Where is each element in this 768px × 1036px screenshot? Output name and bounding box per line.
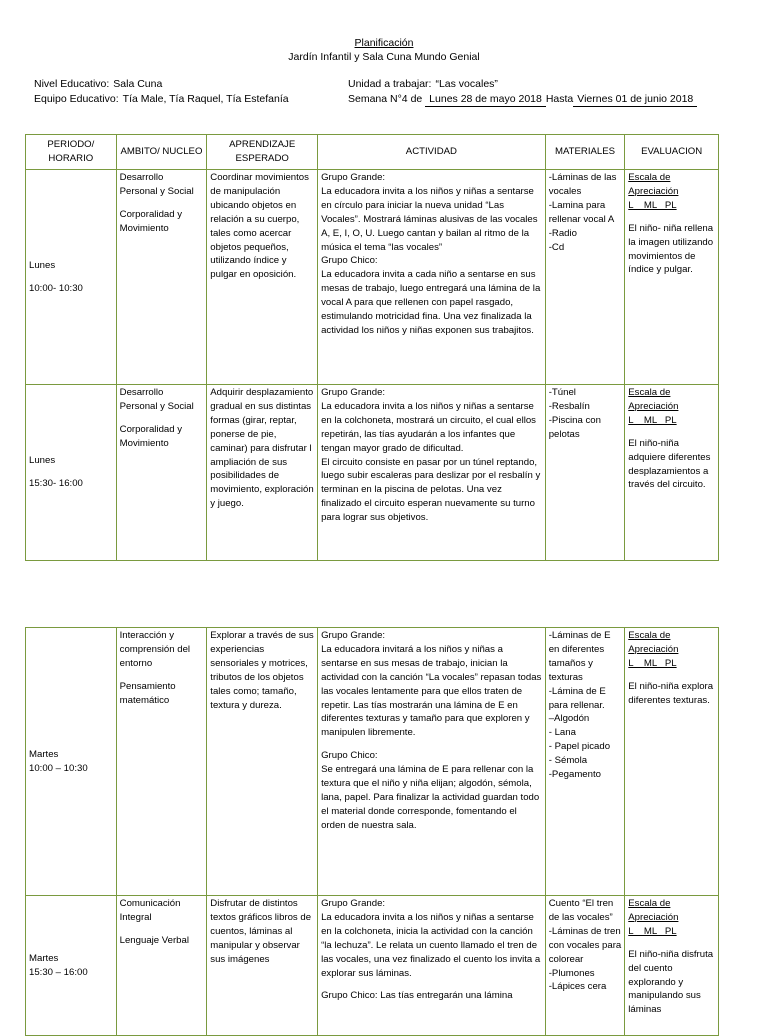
table-row	[26, 896, 719, 1036]
evaluacion-cell	[625, 385, 719, 561]
materiales-cell	[545, 385, 625, 561]
ambito-line: Comunicación Integral	[119, 898, 181, 923]
periodo-time: 15:30 – 16:00	[29, 966, 88, 978]
actividad-paragraph: La educadora invitará a los niños y niñas a sentarse en sus mesas de trabajo, inician la actividad con la canción “La vocales” repasan todas las vocales lentamente para que ellos traten de repetir. Las tías mostrarán una lámina de E en diferentes texturas y tamaño para que exploren y manipulen libremente.	[321, 643, 542, 739]
evaluacion-scale-title: Escala de Apreciación	[628, 898, 679, 923]
hasta-label: Hasta	[545, 92, 574, 105]
evaluacion-text: El niño-niña adquiere diferentes desplazamientos a través del circuito.	[628, 437, 711, 491]
periodo-cell	[26, 628, 117, 896]
aprendizaje-cell	[207, 170, 318, 385]
material-item: -Láminas de tren con vocales para colorear	[548, 925, 622, 965]
actividad-spacer	[321, 740, 542, 749]
nivel-value: Sala Cuna	[113, 78, 163, 90]
semana-from: Lunes 28 de mayo 2018	[425, 92, 546, 108]
document-subtitle: Jardín Infantil y Sala Cuna Mundo Genial	[288, 51, 480, 63]
material-item: -Túnel	[548, 387, 576, 398]
actividad-cell	[318, 385, 546, 561]
actividad-paragraph: La educadora invita a cada niño a sentarse en sus mesas de trabajo, luego entregará una lámina de la vocal A para que rellenen con papel rasgado, estimulando motricidad fina. Una vez finalizada la actividad los niños y niñas exponen sus trabajitos.	[321, 269, 541, 336]
materiales-cell	[545, 628, 625, 896]
meta-right	[348, 77, 697, 107]
evaluacion-scale-title: Escala de Apreciación	[628, 387, 679, 412]
material-item: -Lápices cera	[548, 981, 607, 993]
planning-table-1	[25, 134, 719, 561]
actividad-spacer	[321, 980, 542, 989]
evaluacion-spacer	[628, 213, 715, 222]
actividad-paragraph: Grupo Grande:	[321, 898, 386, 909]
ambito-cell	[116, 628, 207, 896]
actividad-paragraph: Grupo Chico:	[321, 750, 378, 762]
actividad-paragraph: Grupo Chico:	[321, 255, 378, 267]
evaluacion-scale-levels: L ML PL	[628, 414, 677, 426]
aprendizaje-text: Adquirir desplazamiento gradual en sus distintas formas (girar, reptar, ponerse de pie, caminar) para disfrutar l ampliación de sus posibilidades de movimiento, exploración y juego.	[210, 387, 314, 510]
actividad-paragraph: Grupo Grande:	[321, 172, 386, 183]
evaluacion-spacer	[628, 428, 715, 437]
header-aprendizaje: APRENDIZAJE ESPERADO	[207, 135, 318, 170]
aprendizaje-text: Disfrutar de distintos textos gráficos libros de cuentos, láminas al manipular y observar sus imágenes	[210, 898, 312, 965]
materiales-cell	[545, 170, 625, 385]
ambito-cell	[116, 896, 207, 1036]
evaluacion-scale-levels: L ML PL	[628, 657, 677, 669]
evaluacion-scale-title: Escala de Apreciación	[628, 630, 679, 655]
header-evaluacion: EVALUACION	[625, 135, 719, 170]
evaluacion-spacer	[628, 671, 715, 680]
actividad-paragraph: La educadora invita a los niños y niñas a sentarse en la colchoneta, mostrará un circuito, el cual ellos repetirán, las tías ayudarán a los infantes que tengan mayor grado de dificultad.	[321, 400, 536, 454]
ambito-spacer	[120, 199, 204, 208]
table-header-row	[26, 135, 719, 170]
evaluacion-text: El niño-niña explora diferentes texturas.	[628, 680, 714, 706]
aprendizaje-text: Explorar a través de sus experiencias sensoriales y motrices, tributos de los objetos tales como; tamaño, textura y dureza.	[210, 630, 314, 711]
periodo-day: Lunes	[29, 455, 56, 467]
material-item: -Lamina para rellenar vocal A	[548, 199, 615, 225]
periodo-cell	[26, 896, 117, 1036]
actividad-cell	[318, 896, 546, 1036]
ambito-cell	[116, 170, 207, 385]
ambito-line: Interacción y comprensión del entorno	[119, 630, 191, 669]
semana-label: Semana N°4 de	[348, 92, 423, 105]
meta-left	[34, 77, 289, 106]
periodo-day: Martes	[29, 748, 59, 760]
equipo-label: Equipo Educativo:	[34, 92, 119, 105]
material-item: -Piscina con pelotas	[548, 414, 601, 440]
header-ambito: AMBITO/ NUCLEO	[116, 135, 207, 170]
periodo-cell	[26, 385, 117, 561]
material-item: - Sémola	[548, 755, 588, 767]
equipo-value: Tía Male, Tía Raquel, Tía Estefanía	[122, 92, 289, 105]
ambito-line: Desarrollo Personal y Social	[119, 387, 194, 412]
actividad-cell	[318, 628, 546, 896]
actividad-paragraph: Grupo Chico: Las tías entregarán una lámina	[321, 990, 513, 1002]
actividad-paragraph: La educadora invita a los niños y niñas a sentarse en la colchoneta, inicia la actividad con la canción “la lechuza”. Le relata un cuento llamado el tren de las vocales, una vez finalizado el cuento los invita a explorar sus láminas.	[321, 911, 541, 979]
table-row	[26, 385, 719, 561]
material-item: -Radio	[548, 227, 577, 239]
aprendizaje-cell	[207, 628, 318, 896]
material-item: -Láminas de E en diferentes tamaños y texturas	[548, 630, 611, 683]
aprendizaje-text: Coordinar movimientos de manipulación ubicando objetos en relación a su cuerpo, tales como acercar objetos pequeños, utilizando índice y pulgar en oposición.	[210, 172, 309, 281]
periodo-time: 15:30- 16:00	[29, 478, 83, 489]
actividad-paragraph: La educadora invita a los niños y niñas a sentarse en círculo para iniciar la nueva unidad “Las Vocales”. Mostrará láminas alusivas de las vocales A, E, I, O, U. Luego cantan y bailan al ritmo de la música el tema “las vocales”	[321, 185, 538, 253]
material-item: -Resbalín	[548, 400, 590, 412]
actividad-paragraph: Se entregará una lámina de E para rellenar con la textura que el niño y niña elijan; algodón, sémola, lana, papel. Para finalizar la actividad guardan todo el material donde corresponde, fomentando el orden de nuestra sala.	[321, 764, 540, 831]
aprendizaje-cell	[207, 896, 318, 1036]
ambito-line: Corporalidad y Movimiento	[119, 208, 183, 234]
periodo-day: Lunes	[29, 259, 56, 271]
material-item: –Algodón	[548, 713, 590, 725]
document-header	[0, 36, 768, 64]
header-periodo: PERIODO/ HORARIO	[26, 135, 117, 170]
table-row	[26, 170, 719, 385]
ambito-line: Corporalidad y Movimiento	[119, 423, 183, 449]
periodo-day: Martes	[29, 952, 59, 964]
materiales-cell	[545, 896, 625, 1036]
evaluacion-scale-levels: L ML PL	[628, 199, 677, 211]
unidad-label: Unidad a trabajar:	[348, 78, 432, 90]
material-item: - Lana	[548, 727, 576, 739]
evaluacion-cell	[625, 170, 719, 385]
actividad-paragraph: Grupo Grande:	[321, 630, 386, 641]
evaluacion-spacer	[628, 939, 715, 948]
table-row	[26, 628, 719, 896]
periodo-spacer	[29, 468, 113, 477]
evaluacion-cell	[625, 896, 719, 1036]
ambito-line: Lenguaje Verbal	[119, 934, 189, 946]
material-item: -Lámina de E para rellenar.	[548, 685, 606, 711]
periodo-time: 10:00 – 10:30	[29, 762, 88, 774]
actividad-paragraph: El circuito consiste en pasar por un túnel reptando, luego subir escaleras para deslizar por el resbalín y terminan en la piscina de pelotas. Una vez finalizado el circuito esperan nuevamente su turno para lograr sus objetivos.	[321, 456, 541, 524]
aprendizaje-cell	[207, 385, 318, 561]
semana-to: Viernes 01 de junio 2018	[573, 92, 697, 108]
ambito-cell	[116, 385, 207, 561]
evaluacion-scale-title: Escala de Apreciación	[628, 172, 679, 197]
header-materiales: MATERIALES	[545, 135, 625, 170]
planning-table-2	[25, 627, 719, 1036]
periodo-cell	[26, 170, 117, 385]
document-title: Planificación	[354, 37, 414, 49]
periodo-time: 10:00- 10:30	[29, 282, 83, 294]
material-item: -Cd	[548, 241, 565, 253]
material-item: - Papel picado	[548, 741, 611, 753]
actividad-paragraph: Grupo Grande:	[321, 387, 386, 398]
material-item: -Láminas de las vocales	[548, 172, 617, 197]
material-item: -Plumones	[548, 967, 595, 979]
ambito-spacer	[120, 925, 204, 934]
ambito-line: Pensamiento matemático	[119, 680, 176, 706]
evaluacion-text: El niño-niña disfruta del cuento explorando y manipulando sus láminas	[628, 948, 714, 1016]
evaluacion-scale-levels: L ML PL	[628, 925, 677, 937]
ambito-line: Desarrollo Personal y Social	[119, 172, 194, 197]
nivel-label: Nivel Educativo:	[34, 78, 110, 90]
evaluacion-text: El niño- niña rellena la imagen utilizando movimientos de índice y pulgar.	[628, 222, 714, 276]
periodo-spacer	[29, 273, 113, 282]
unidad-value: “Las vocales”	[435, 78, 498, 90]
material-item: -Pegamento	[548, 769, 601, 781]
evaluacion-cell	[625, 628, 719, 896]
material-item: Cuento “El tren de las vocales”	[548, 898, 614, 923]
header-actividad: ACTIVIDAD	[318, 135, 546, 170]
actividad-cell	[318, 170, 546, 385]
ambito-spacer	[120, 414, 204, 423]
ambito-spacer	[120, 671, 204, 680]
